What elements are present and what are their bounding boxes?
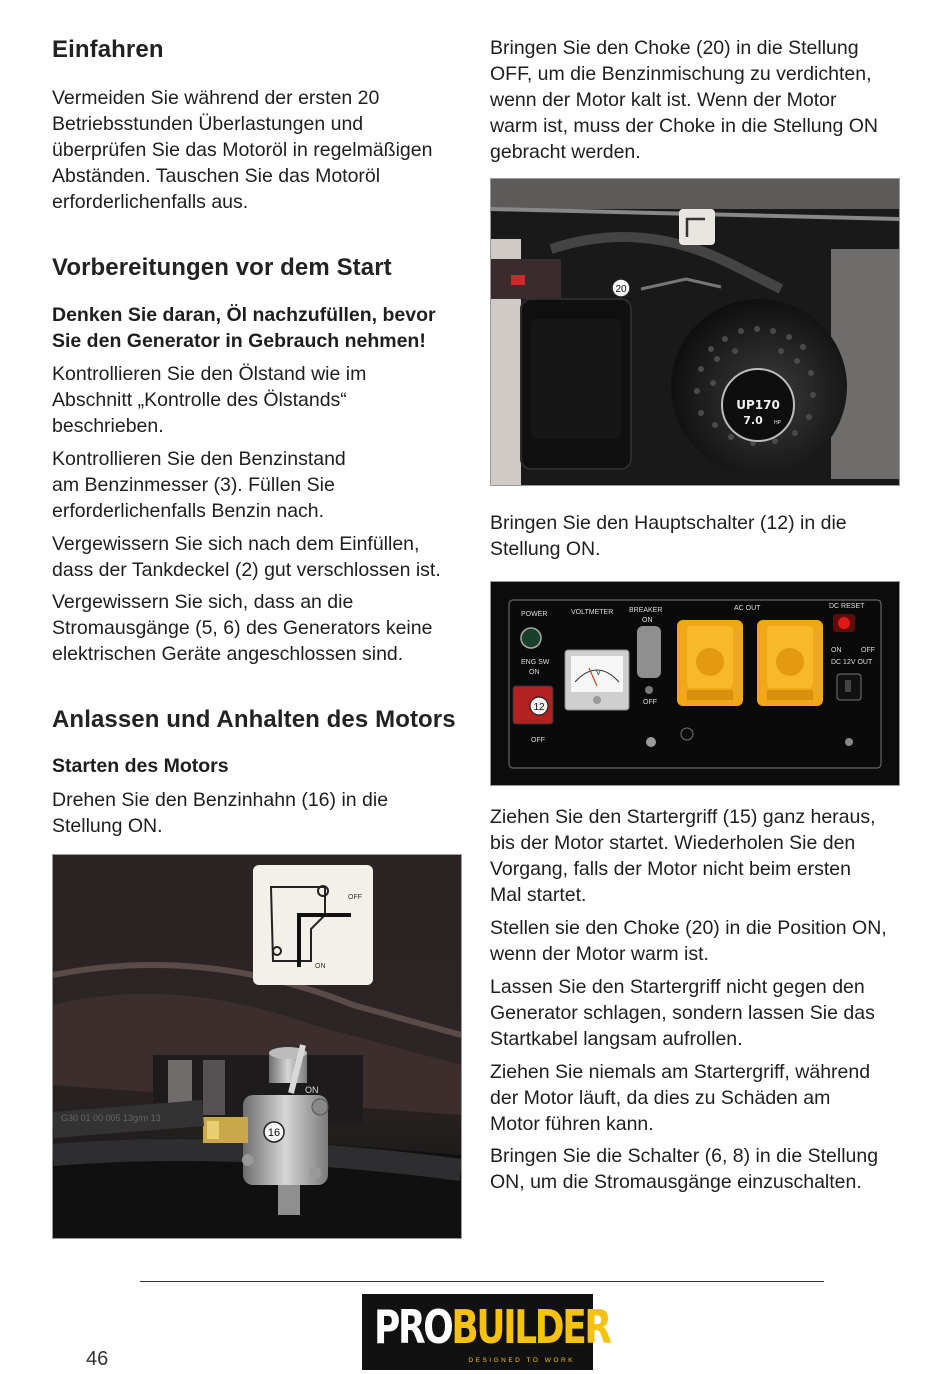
paragraph-oil-warning: Denken Sie daran, Öl nachzufüllen, bevor Sie den Generator in Gebrauch nehmen! xyxy=(52,304,436,352)
engine-power: 7.0 xyxy=(743,414,763,427)
panel-ac-out-label: AC OUT xyxy=(734,605,761,612)
page-number: 46 xyxy=(86,1348,109,1370)
valve-on-label: ON xyxy=(305,1085,319,1095)
dc-reset-button xyxy=(838,617,850,629)
probuilder-logo xyxy=(362,1294,610,1370)
paragraph-check-fuel: Kontrollieren Sie den Benzinstand am Benzinmesser (3). Füllen Sie erforderlichenfalls Benzin nach. xyxy=(52,448,346,522)
callout-12: 12 xyxy=(533,702,545,713)
paragraph-starter: Ziehen Sie den Startergriff (15) ganz heraus, bis der Motor startet. Wiederholen Sie den Vorgang, falls der Motor nicht beim ersten Mal startet. xyxy=(490,806,876,906)
paragraph-outputs: Vergewissern Sie sich, dass an die Stromausgänge (5, 6) des Generators keine elektrischen Geräte angeschlossen sind. xyxy=(52,591,433,665)
panel-dc-out-label: DC 12V OUT xyxy=(831,659,873,666)
panel-dc-off: OFF xyxy=(861,647,875,654)
footer-divider xyxy=(140,1281,824,1282)
engine-power-unit: HP xyxy=(774,420,781,426)
panel-eng-sw-label: ENG SW xyxy=(521,659,550,666)
sticker-off-label: OFF xyxy=(348,894,362,901)
control-panel-illustration xyxy=(491,582,899,785)
paragraph-tank-cap: Vergewissern Sie sich nach dem Einfüllen, dass der Tankdeckel (2) gut verschlossen ist. xyxy=(52,533,441,581)
ac-socket-right xyxy=(757,620,823,706)
heading-start-stop: Anlassen und Anhalten des Motors xyxy=(52,706,456,733)
photo-engine-choke xyxy=(490,178,900,486)
paragraph-choke-on: Stellen sie den Choke (20) in die Position ON, wenn der Motor warm ist. xyxy=(490,917,887,965)
photo-fuel-valve xyxy=(52,854,462,1239)
power-lamp xyxy=(521,628,541,648)
panel-eng-off: OFF xyxy=(531,737,545,744)
callout-20: 20 xyxy=(615,284,627,295)
panel-voltmeter-label: VOLTMETER xyxy=(571,609,614,616)
sticker-on-label: ON xyxy=(315,963,326,970)
ac-socket-left xyxy=(677,620,743,706)
engine-illustration xyxy=(491,179,899,485)
heading-break-in: Einfahren xyxy=(52,36,164,63)
subheading-start: Starten des Motors xyxy=(52,755,229,777)
voltmeter-unit: V xyxy=(596,670,601,677)
paragraph-fuel-valve: Drehen Sie den Benzinhahn (16) in die Stellung ON. xyxy=(52,789,389,837)
panel-breaker-label: BREAKER xyxy=(629,607,663,614)
heading-preparation: Vorbereitungen vor dem Start xyxy=(52,254,392,281)
paragraph-never-pull: Ziehen Sie niemals am Startergriff, während der Motor läuft, da dies zu Schäden am Motor führen kann. xyxy=(490,1061,871,1135)
hose-print: G30 01 00 005 13g/m 13 xyxy=(61,1113,161,1123)
logo-builder: BUILDER xyxy=(451,1300,610,1354)
paragraph-main-switch: Bringen Sie den Hauptschalter (12) in die Stellung ON. xyxy=(490,512,847,560)
paragraph-check-oil: Kontrollieren Sie den Ölstand wie im Abschnitt „Kontrolle des Ölstands“ beschrieben. xyxy=(52,363,367,437)
paragraph-choke: Bringen Sie den Choke (20) in die Stellung OFF, um die Benzinmischung zu verdichten, wenn der Motor kalt ist. Wenn der Motor warm ist, muss der Choke in die Stellung ON gebracht werden. xyxy=(490,37,878,163)
panel-dc-on: ON xyxy=(831,647,842,654)
logo-pro: PRO xyxy=(374,1300,452,1354)
paragraph-switches: Bringen Sie die Schalter (6, 8) in die Stellung ON, um die Stromausgänge einzuschalten. xyxy=(490,1145,879,1193)
panel-eng-on: ON xyxy=(529,669,540,676)
callout-16: 16 xyxy=(267,1127,281,1139)
panel-breaker-off: OFF xyxy=(643,699,657,706)
photo-control-panel xyxy=(490,581,900,786)
engine-model: UP170 xyxy=(736,398,780,412)
paragraph-break-in: Vermeiden Sie während der ersten 20 Betriebsstunden Überlastungen und überprüfen Sie das Motoröl in regelmäßigen Abständen. Tauschen Sie das Motoröl erforderlichenfalls aus. xyxy=(52,87,433,213)
panel-power-label: POWER xyxy=(521,611,548,618)
breaker-switch xyxy=(637,626,661,678)
panel-dc-reset-label: DC RESET xyxy=(829,603,865,610)
paragraph-handle: Lassen Sie den Startergriff nicht gegen den Generator schlagen, sondern lassen Sie das Startkabel langsam aufrollen. xyxy=(490,976,875,1050)
logo-tagline: DESIGNED TO WORK xyxy=(468,1357,575,1364)
fuel-valve-illustration xyxy=(53,855,461,1238)
panel-breaker-on: ON xyxy=(642,617,653,624)
